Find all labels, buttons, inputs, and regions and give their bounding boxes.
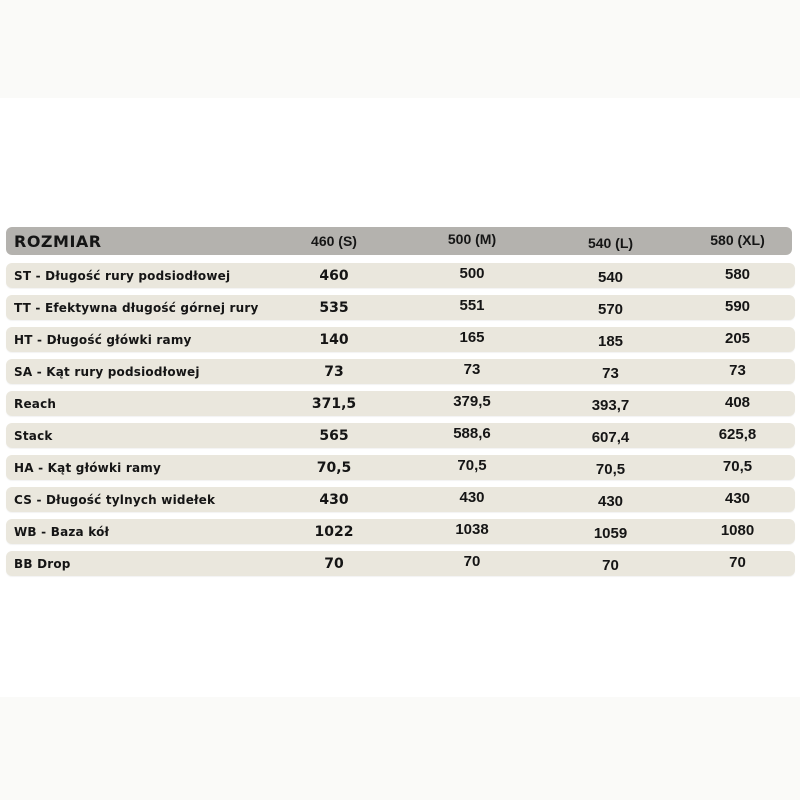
cell-value: 535 — [319, 299, 349, 316]
cell-value: 393,7 — [591, 397, 630, 414]
cell-value: 185 — [597, 333, 624, 350]
table-header-row — [6, 227, 792, 255]
row-label: Reach — [14, 396, 57, 411]
cell-value: 73 — [729, 362, 746, 379]
table-row — [6, 423, 795, 448]
cell-value: 1059 — [593, 525, 628, 542]
cell-value: 73 — [324, 363, 344, 380]
size-header-label: ROZMIAR — [14, 231, 102, 251]
cell-value: 70 — [463, 553, 481, 570]
cell-value: 430 — [724, 490, 751, 507]
cell-value: 205 — [724, 330, 751, 347]
cell-value: 540 — [597, 269, 624, 286]
cell-value: 70 — [324, 555, 344, 572]
cell-value: 1038 — [455, 521, 489, 538]
cell-value: 430 — [459, 489, 485, 506]
row-label: ST - Długość rury podsiodłowej — [14, 268, 231, 283]
header-size-column-m: 500 (M) — [447, 231, 497, 247]
cell-value: 590 — [724, 298, 751, 315]
cell-value: 551 — [459, 297, 485, 314]
row-label: Stack — [14, 428, 53, 443]
table-row — [6, 263, 795, 288]
row-label: TT - Efektywna długość górnej rury — [14, 300, 259, 315]
table-row — [6, 455, 795, 480]
table-row — [6, 551, 795, 576]
table-row — [6, 487, 795, 512]
cell-value: 625,8 — [718, 426, 757, 443]
table-row — [6, 519, 795, 544]
cell-value: 408 — [724, 394, 751, 411]
cell-value: 140 — [319, 331, 349, 348]
header-size-column-s: 460 (S) — [311, 233, 357, 249]
cell-value: 580 — [724, 266, 751, 283]
top-band — [0, 0, 800, 98]
table-row — [6, 327, 795, 352]
cell-value: 379,5 — [453, 393, 491, 410]
cell-value: 1022 — [314, 523, 354, 540]
cell-value: 1080 — [720, 522, 755, 539]
table-row — [6, 295, 795, 320]
cell-value: 607,4 — [591, 429, 630, 446]
cell-value: 70,5 — [316, 459, 352, 476]
cell-value: 165 — [459, 329, 485, 346]
cell-value: 70,5 — [457, 457, 487, 474]
cell-value: 70,5 — [722, 458, 753, 475]
row-label: CS - Długość tylnych widełek — [14, 492, 216, 507]
row-label: HA - Kąt główki ramy — [14, 460, 161, 475]
cell-value: 73 — [602, 365, 619, 382]
row-label: HT - Długość główki ramy — [14, 332, 192, 347]
table-row — [6, 391, 795, 416]
cell-value: 73 — [463, 361, 481, 378]
cell-value: 460 — [319, 267, 349, 284]
cell-value: 430 — [597, 493, 624, 510]
table-row — [6, 359, 795, 384]
cell-value: 570 — [597, 301, 624, 318]
cell-value: 371,5 — [311, 395, 357, 412]
cell-value: 500 — [459, 265, 485, 282]
cell-value: 430 — [319, 491, 349, 508]
geometry-table — [6, 227, 795, 576]
cell-value: 588,6 — [453, 425, 491, 442]
header-size-column-l: 540 (L) — [587, 235, 634, 251]
cell-value: 70 — [729, 554, 746, 571]
row-label: BB Drop — [14, 556, 71, 571]
cell-value: 70 — [602, 557, 619, 574]
row-label: SA - Kąt rury podsiodłowej — [14, 364, 200, 379]
cell-value: 565 — [319, 427, 349, 444]
cell-value: 70,5 — [595, 461, 626, 478]
header-size-column-xl: 580 (XL) — [710, 232, 765, 248]
bottom-band — [0, 697, 800, 800]
row-label: WB - Baza kół — [14, 524, 110, 539]
